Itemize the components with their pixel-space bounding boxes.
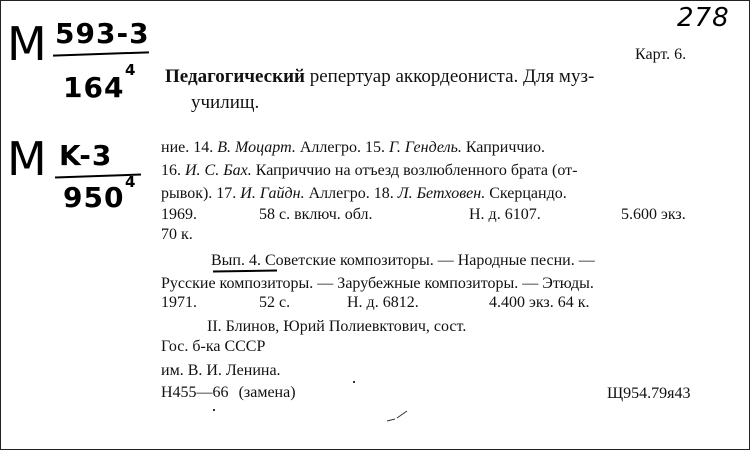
imprint-price: 70 к. (161, 226, 193, 243)
contents-line (161, 186, 567, 202)
imprint-number: Н. д. 6812. (347, 294, 419, 311)
imprint-pages: 52 с. (259, 294, 291, 311)
shelf-mark-inventory: 164 (63, 71, 125, 104)
classification-code: Щ954.79я43 (607, 385, 691, 402)
text-run: ние. 14. (161, 139, 214, 156)
title-line (165, 67, 594, 86)
title-rest: репертуар аккордеониста. Для муз- (309, 66, 595, 87)
card-code (161, 385, 296, 401)
shelf-mark-number: K-3 (59, 139, 113, 172)
pencil-tick-mark (385, 407, 415, 427)
card-code-number: Н455—66 (161, 384, 229, 401)
card-label: Карт. 6. (635, 46, 687, 63)
library-name: Гос. б-ка СССР (161, 338, 266, 355)
text-run: Каприччио. (465, 139, 545, 156)
composer-name: Л. Бетховен. (397, 185, 486, 202)
issue-contents: Советские композиторы. — Народные песни. — (264, 252, 595, 269)
shelf-mark-superscript: 4 (125, 61, 137, 79)
imprint-number: Н. д. 6107. (469, 206, 541, 223)
issue-label: Вып. 4. (211, 252, 261, 269)
shelf-mark-letter: M (7, 17, 48, 71)
imprint-year: 1969. (161, 206, 197, 223)
composer-name: И. С. Бах. (185, 162, 252, 179)
title-line-2: училищ. (191, 92, 260, 113)
imprint-copies: 4.400 экз. 64 к. (489, 294, 590, 311)
imprint-year: 1971. (161, 294, 197, 311)
ink-dot (353, 381, 355, 383)
shelf-mark-letter: M (7, 132, 48, 186)
composer-name: И. Гайдн. (240, 185, 305, 202)
issue-line-2: Русские композиторы. — Зарубежные композиторы. — Этюды. (161, 275, 594, 292)
imprint-pages: 58 с. включ. обл. (259, 206, 373, 223)
composer-name: Г. Гендель. (389, 139, 462, 156)
corner-number: 278 (677, 3, 730, 33)
shelf-mark-divider (53, 51, 149, 56)
shelf-mark-number: 593-3 (55, 17, 150, 50)
replacement-note: (замена) (238, 384, 296, 401)
text-run: Аллегро. 15. (299, 139, 386, 156)
shelf-mark-inventory: 950 (63, 181, 125, 214)
text-run: Каприччио на отъезд возлюбленного брата (от- (255, 162, 578, 179)
compiler-entry: II. Блинов, Юрий Полиевктович, сост. (207, 318, 467, 335)
issue-line (211, 253, 595, 269)
imprint-copies: 5.600 экз. (621, 206, 686, 223)
composer-name: В. Моцарт. (217, 139, 296, 156)
contents-line (161, 140, 545, 156)
text-run: Аллегро. 18. (308, 185, 394, 202)
contents-line (161, 163, 577, 179)
title-bold: Педагогический (165, 66, 305, 87)
text-run: рывок). 17. (161, 185, 237, 202)
ink-dot (213, 409, 215, 411)
shelf-mark-superscript: 4 (125, 173, 137, 191)
text-run: Скерцандо. (489, 185, 567, 202)
library-name-2: им. В. И. Ленина. (161, 362, 281, 379)
text-run: 16. (161, 162, 181, 179)
handwritten-underline (213, 269, 277, 272)
